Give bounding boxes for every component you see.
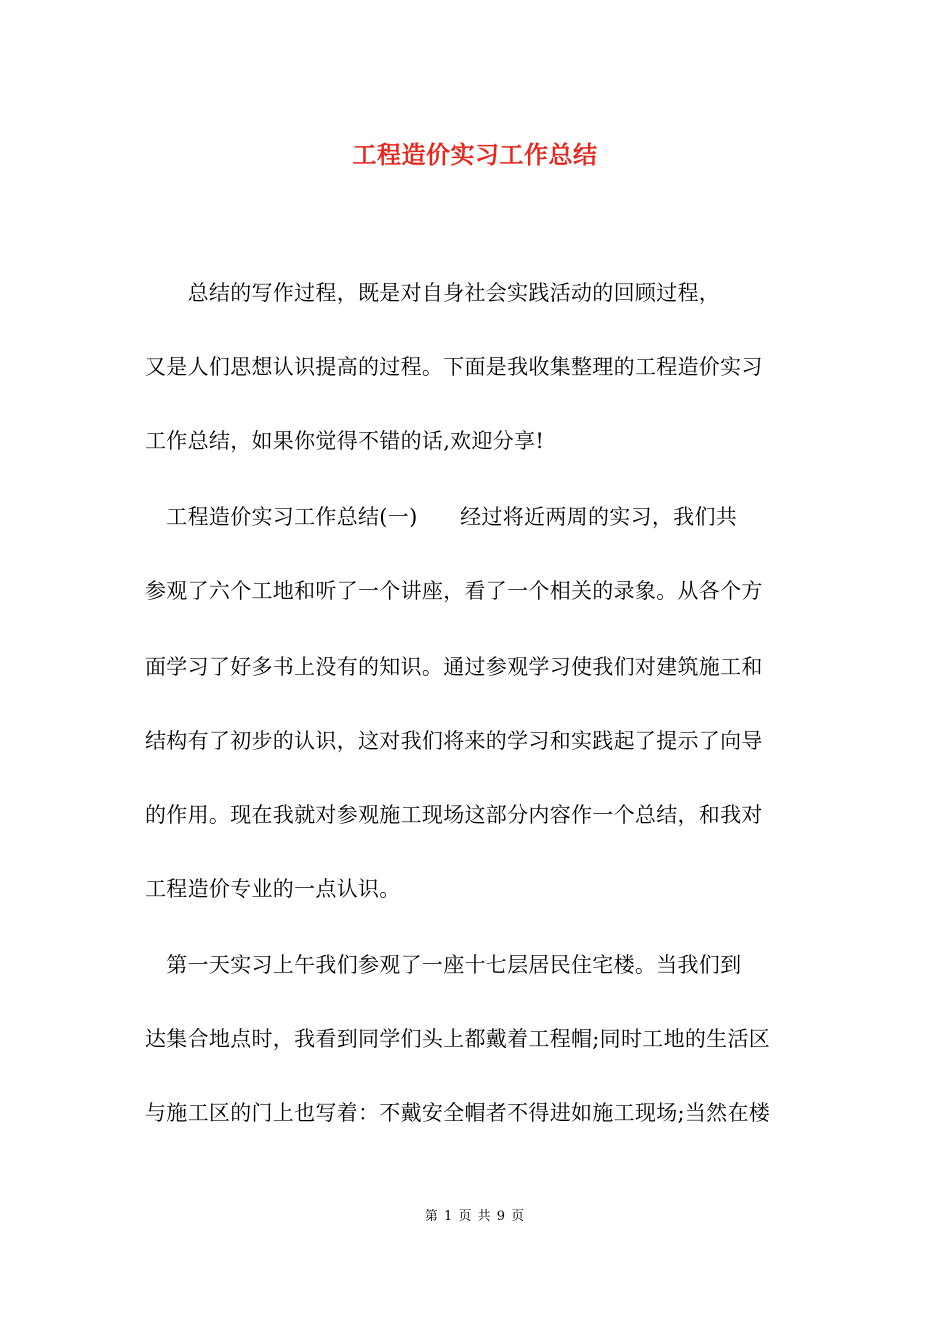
body-line: 工作总结，如果你觉得不错的话,欢迎分享!	[145, 429, 545, 453]
body-line: 结构有了初步的认识，这对我们将来的学习和实践起了提示了向导	[145, 729, 763, 753]
body-line: 达集合地点时，我看到同学们头上都戴着工程帽;同时工地的生活区	[145, 1027, 771, 1051]
body-line: 又是人们思想认识提高的过程。下面是我收集整理的工程造价实习	[145, 355, 763, 379]
body-line: 的作用。现在我就对参观施工现场这部分内容作一个总结，和我对	[145, 803, 763, 827]
page-number-footer: 第 1 页 共 9 页	[424, 1209, 526, 1224]
body-line: 第一天实习上午我们参观了一座十七层居民住宅楼。当我们到	[145, 953, 742, 977]
body-line: 工程造价专业的一点认识。	[145, 877, 401, 901]
body-line: 面学习了好多书上没有的知识。通过参观学习使我们对建筑施工和	[145, 655, 763, 679]
body-line: 总结的写作过程，既是对自身社会实践活动的回顾过程，	[145, 281, 721, 305]
body-line: 工程造价实习工作总结(一) 经过将近两周的实习，我们共	[145, 505, 738, 529]
body-line: 与施工区的门上也写着：不戴安全帽者不得进如施工现场;当然在楼	[145, 1101, 771, 1125]
body-line: 参观了六个工地和听了一个讲座，看了一个相关的录象。从各个方	[145, 579, 763, 603]
document-title: 工程造价实习工作总结	[352, 140, 598, 169]
